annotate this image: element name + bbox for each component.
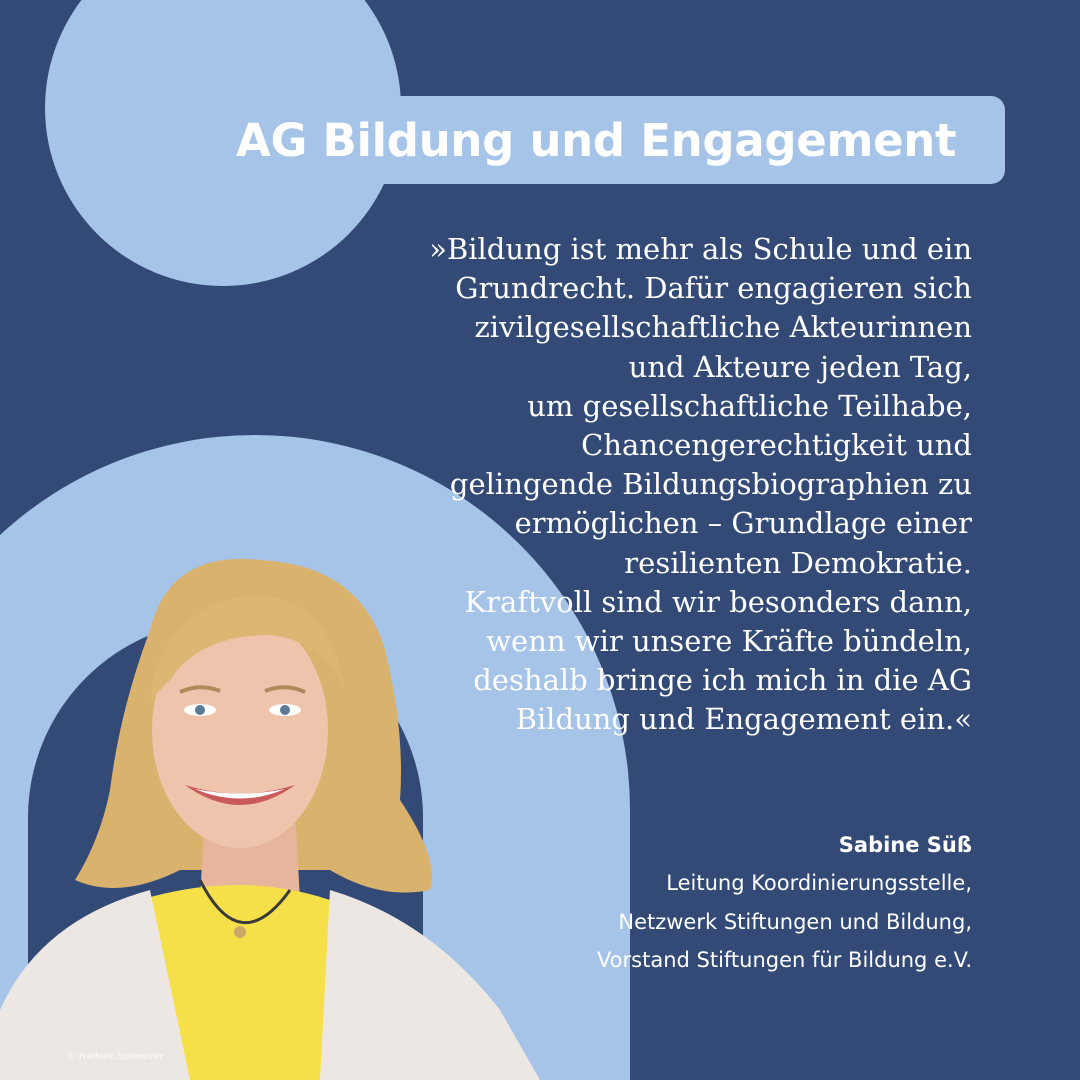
page-title: AG Bildung und Engagement (236, 114, 957, 167)
quote-line: um gesellschaftliche Teilhabe, (527, 388, 972, 423)
quote-line: zivilgesellschaftliche Akteurinnen (474, 310, 972, 345)
quote-line: Bildung und Engagement ein.« (515, 702, 972, 737)
author-name: Sabine Süß (838, 833, 972, 857)
quote-line: »Bildung ist mehr als Schule und ein (429, 232, 972, 266)
photo-credit: © Frederic Schweizer (67, 1052, 164, 1062)
quote-text (332, 230, 972, 740)
author-role: Netzwerk Stiftungen und Bildung, (618, 909, 972, 934)
quote-line: resilienten Demokratie. (624, 545, 972, 580)
author-role: Vorstand Stiftungen für Bildung e.V. (596, 948, 972, 972)
quote-line: wenn wir unsere Kräfte bündeln, (486, 624, 972, 659)
quote-line: Kraftvoll sind wir besonders dann, (464, 584, 972, 619)
quote-line: deshalb bringe ich mich in die AG (473, 663, 972, 698)
quote-line: Chancengerechtigkeit und (581, 428, 972, 463)
quote-line: Grundrecht. Dafür engagieren sich (455, 271, 972, 306)
author-role: Leitung Koordinierungsstelle, (666, 871, 972, 895)
attribution (452, 826, 972, 980)
quote-line: ermöglichen – Grundlage einer (514, 506, 972, 541)
quote-line: und Akteure jeden Tag, (628, 349, 972, 384)
quote-line: gelingende Bildungsbiographien zu (449, 467, 972, 502)
